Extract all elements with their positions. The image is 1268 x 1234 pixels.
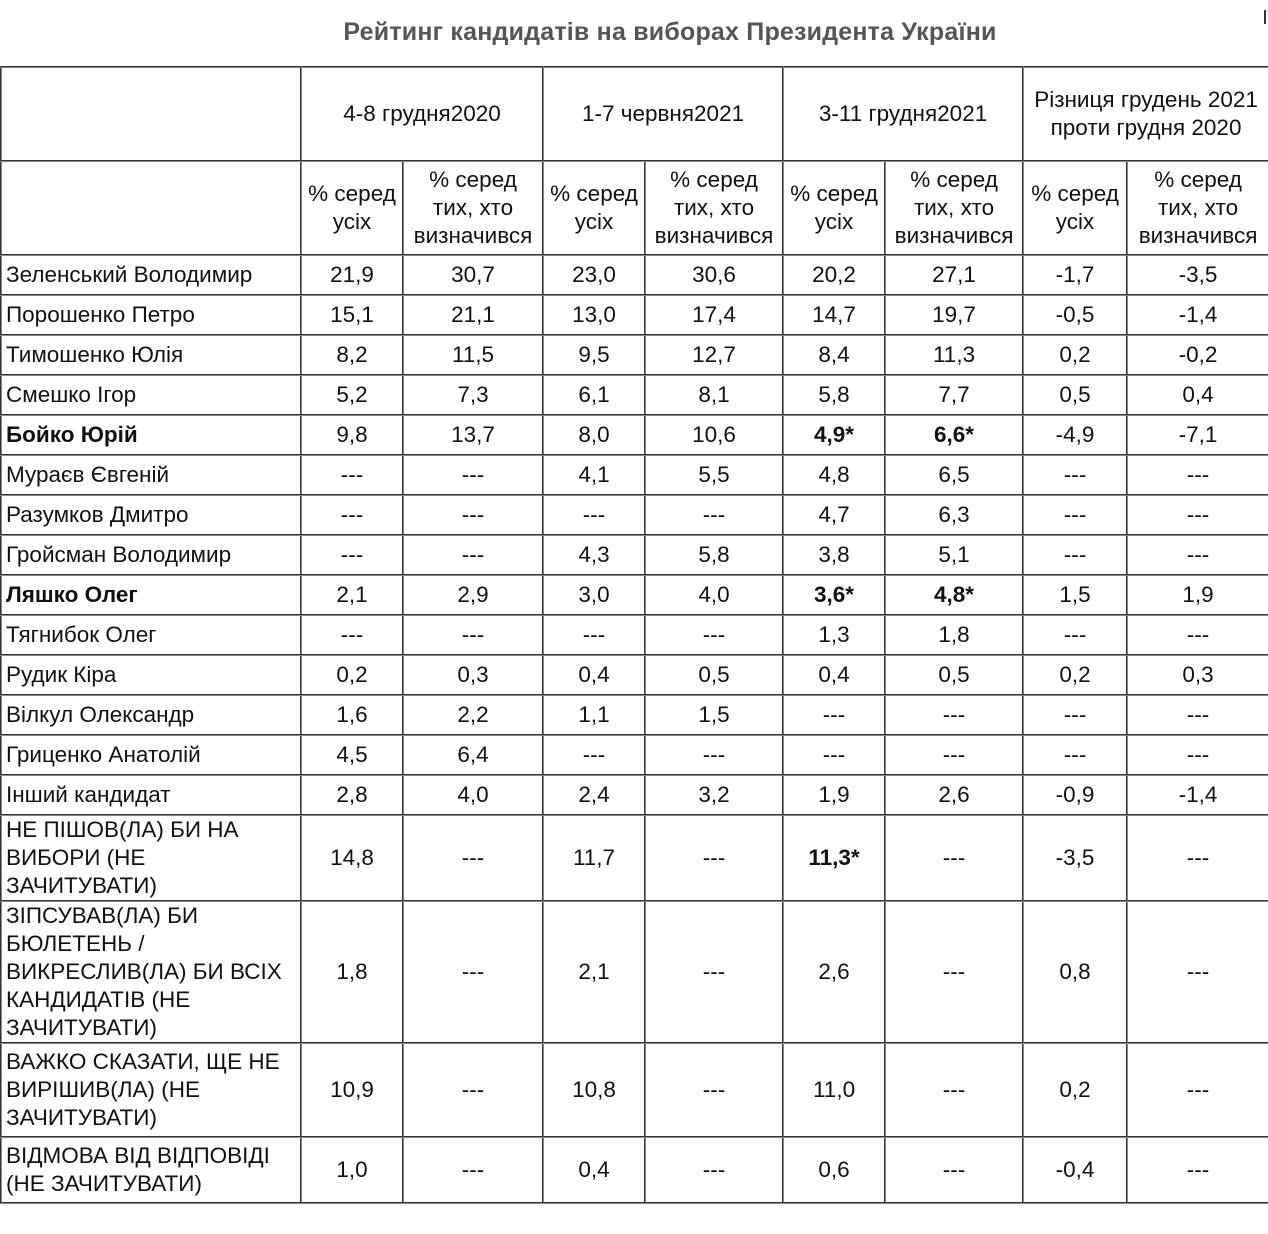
value-cell: 17,4 [645,295,783,335]
value-cell: 30,7 [403,255,543,295]
value-cell: 20,2 [783,255,885,295]
table-row [1,735,1268,775]
value-cell: --- [403,535,543,575]
value-cell: 4,8 [783,455,885,495]
candidate-name: Ляшко Олег [1,575,301,615]
value-cell: 1,1 [543,695,645,735]
value-cell: 1,8 [885,615,1023,655]
value-cell: 0,6 [783,1137,885,1203]
value-cell: 13,7 [403,415,543,455]
value-cell: 12,7 [645,335,783,375]
header-period-3: 3-11 грудня2021 [783,67,1023,161]
value-cell: 0,2 [1023,1043,1127,1137]
value-cell: 2,9 [403,575,543,615]
value-cell: 11,3 [885,335,1023,375]
value-cell: 6,1 [543,375,645,415]
header-sub-all: % серед усіх [543,161,645,255]
value-cell: 11,7 [543,815,645,901]
value-cell: 1,3 [783,615,885,655]
table-row [1,455,1268,495]
value-cell: --- [1023,455,1127,495]
corner-mark [1264,10,1266,24]
value-cell: --- [301,495,403,535]
value-cell: 8,0 [543,415,645,455]
value-cell: 11,5 [403,335,543,375]
value-cell: --- [1127,455,1268,495]
table-row [1,415,1268,455]
value-cell: 4,8* [885,575,1023,615]
value-cell: 13,0 [543,295,645,335]
value-cell: --- [1127,735,1268,775]
candidate-name: Рудик Кіра [1,655,301,695]
table-row [1,335,1268,375]
candidate-name: Тимошенко Юлія [1,335,301,375]
value-cell: 10,6 [645,415,783,455]
value-cell: 5,8 [645,535,783,575]
value-cell: 1,6 [301,695,403,735]
candidate-name: ЗІПСУВАВ(ЛА) БИ БЮЛЕТЕНЬ / ВИКРЕСЛИВ(ЛА) БИ ВСІХ КАНДИДАТІВ (НЕ ЗАЧИТУВАТИ) [1,901,301,1043]
value-cell: -7,1 [1127,415,1268,455]
candidate-name: ВІДМОВА ВІД ВІДПОВІДІ (НЕ ЗАЧИТУВАТИ) [1,1137,301,1203]
header-sub-all: % серед усіх [301,161,403,255]
header-sub-decided: % серед тих, хто визначився [885,161,1023,255]
value-cell: --- [1023,495,1127,535]
value-cell: 30,6 [645,255,783,295]
value-cell: --- [543,735,645,775]
value-cell: --- [1127,615,1268,655]
value-cell: 1,9 [783,775,885,815]
value-cell: --- [1023,695,1127,735]
value-cell: --- [1127,695,1268,735]
candidate-name: Гриценко Анатолій [1,735,301,775]
value-cell: 5,8 [783,375,885,415]
value-cell: --- [403,815,543,901]
value-cell: 11,3* [783,815,885,901]
table-row [1,535,1268,575]
value-cell: 2,6 [783,901,885,1043]
header-period-2: 1-7 червня2021 [543,67,783,161]
value-cell: --- [543,495,645,535]
value-cell: --- [301,535,403,575]
value-cell: 6,3 [885,495,1023,535]
value-cell: -1,4 [1127,775,1268,815]
value-cell: 10,9 [301,1043,403,1137]
value-cell: --- [301,455,403,495]
value-cell: --- [885,1043,1023,1137]
value-cell: --- [1023,615,1127,655]
value-cell: --- [645,1043,783,1137]
candidate-name: Тягнибок Олег [1,615,301,655]
value-cell: 3,0 [543,575,645,615]
value-cell: 1,8 [301,901,403,1043]
header-sub-decided: % серед тих, хто визначився [403,161,543,255]
header-sub-decided: % серед тих, хто визначився [1127,161,1268,255]
table-row [1,1137,1268,1203]
value-cell: 2,2 [403,695,543,735]
value-cell: -1,7 [1023,255,1127,295]
page-title: Рейтинг кандидатів на виборах Президента України [343,18,997,46]
value-cell: 2,4 [543,775,645,815]
value-cell: 0,5 [645,655,783,695]
value-cell: --- [645,901,783,1043]
value-cell: 0,4 [783,655,885,695]
value-cell: --- [1127,901,1268,1043]
ratings-table [0,66,1268,1204]
value-cell: 0,2 [1023,655,1127,695]
candidate-name: Інший кандидат [1,775,301,815]
candidate-name: НЕ ПІШОВ(ЛА) БИ НА ВИБОРИ (НЕ ЗАЧИТУВАТИ) [1,815,301,901]
table-row [1,255,1268,295]
value-cell: -0,2 [1127,335,1268,375]
header-row-periods [1,67,1268,161]
candidate-name: ВАЖКО СКАЗАТИ, ЩЕ НЕ ВИРІШИВ(ЛА) (НЕ ЗАЧИТУВАТИ) [1,1043,301,1137]
value-cell: 27,1 [885,255,1023,295]
value-cell: --- [645,1137,783,1203]
value-cell: 7,3 [403,375,543,415]
header-empty-cell [1,67,301,161]
value-cell: 0,2 [1023,335,1127,375]
value-cell: 1,9 [1127,575,1268,615]
value-cell: 4,0 [645,575,783,615]
value-cell: 9,5 [543,335,645,375]
header-sub-all: % серед усіх [1023,161,1127,255]
value-cell: 2,6 [885,775,1023,815]
header-empty-cell [1,161,301,255]
candidate-name: Разумков Дмитро [1,495,301,535]
value-cell: --- [783,735,885,775]
value-cell: 3,8 [783,535,885,575]
table-row [1,815,1268,901]
value-cell: --- [301,615,403,655]
value-cell: --- [645,495,783,535]
header-difference: Різниця грудень 2021 проти грудня 2020 [1023,67,1268,161]
value-cell: --- [783,695,885,735]
table-row [1,295,1268,335]
value-cell: 0,4 [543,655,645,695]
value-cell: --- [885,901,1023,1043]
candidate-name: Смешко Ігор [1,375,301,415]
value-cell: 0,4 [1127,375,1268,415]
value-cell: 14,7 [783,295,885,335]
value-cell: 2,8 [301,775,403,815]
value-cell: -4,9 [1023,415,1127,455]
value-cell: 1,5 [645,695,783,735]
table-row [1,775,1268,815]
value-cell: 8,2 [301,335,403,375]
value-cell: --- [403,901,543,1043]
value-cell: 15,1 [301,295,403,335]
value-cell: --- [885,695,1023,735]
value-cell: 6,6* [885,415,1023,455]
value-cell: -0,4 [1023,1137,1127,1203]
value-cell: 10,8 [543,1043,645,1137]
candidate-name: Мураєв Євгеній [1,455,301,495]
candidate-name: Зеленський Володимир [1,255,301,295]
value-cell: 7,7 [885,375,1023,415]
value-cell: --- [1023,535,1127,575]
value-cell: -3,5 [1023,815,1127,901]
value-cell: -0,5 [1023,295,1127,335]
table-row [1,375,1268,415]
table-row [1,901,1268,1043]
value-cell: 8,4 [783,335,885,375]
header-row-subcolumns [1,161,1268,255]
value-cell: --- [1023,735,1127,775]
value-cell: 3,2 [645,775,783,815]
value-cell: --- [1127,815,1268,901]
value-cell: 4,0 [403,775,543,815]
value-cell: --- [543,615,645,655]
value-cell: --- [403,495,543,535]
value-cell: 4,5 [301,735,403,775]
header-sub-decided: % серед тих, хто визначився [645,161,783,255]
value-cell: 5,5 [645,455,783,495]
value-cell: 0,8 [1023,901,1127,1043]
value-cell: 4,7 [783,495,885,535]
value-cell: 1,5 [1023,575,1127,615]
value-cell: 4,1 [543,455,645,495]
table-row [1,495,1268,535]
value-cell: --- [1127,495,1268,535]
value-cell: 0,5 [885,655,1023,695]
value-cell: 0,2 [301,655,403,695]
value-cell: 21,9 [301,255,403,295]
value-cell: -3,5 [1127,255,1268,295]
header-sub-all: % серед усіх [783,161,885,255]
value-cell: 2,1 [301,575,403,615]
value-cell: --- [645,815,783,901]
value-cell: 19,7 [885,295,1023,335]
table-row [1,615,1268,655]
candidate-name: Гройсман Володимир [1,535,301,575]
value-cell: 0,5 [1023,375,1127,415]
table-row [1,655,1268,695]
value-cell: --- [403,455,543,495]
value-cell: --- [885,735,1023,775]
value-cell: 8,1 [645,375,783,415]
value-cell: --- [885,1137,1023,1203]
value-cell: 4,9* [783,415,885,455]
table-row [1,695,1268,735]
table-row [1,1043,1268,1137]
value-cell: --- [645,615,783,655]
value-cell: 0,4 [543,1137,645,1203]
value-cell: 11,0 [783,1043,885,1137]
value-cell: 9,8 [301,415,403,455]
table-row [1,575,1268,615]
value-cell: --- [885,815,1023,901]
value-cell: 14,8 [301,815,403,901]
value-cell: 5,2 [301,375,403,415]
value-cell: 4,3 [543,535,645,575]
value-cell: 6,4 [403,735,543,775]
value-cell: --- [1127,535,1268,575]
value-cell: 5,1 [885,535,1023,575]
value-cell: 3,6* [783,575,885,615]
value-cell: 1,0 [301,1137,403,1203]
value-cell: 6,5 [885,455,1023,495]
header-period-1: 4-8 грудня2020 [301,67,543,161]
value-cell: --- [403,615,543,655]
value-cell: --- [403,1043,543,1137]
value-cell: -1,4 [1127,295,1268,335]
value-cell: 21,1 [403,295,543,335]
candidate-name: Порошенко Петро [1,295,301,335]
value-cell: --- [403,1137,543,1203]
value-cell: --- [1127,1043,1268,1137]
candidate-name: Бойко Юрій [1,415,301,455]
value-cell: 2,1 [543,901,645,1043]
value-cell: --- [645,735,783,775]
value-cell: 23,0 [543,255,645,295]
value-cell: 0,3 [403,655,543,695]
value-cell: -0,9 [1023,775,1127,815]
candidate-name: Вілкул Олександр [1,695,301,735]
value-cell: --- [1127,1137,1268,1203]
value-cell: 0,3 [1127,655,1268,695]
